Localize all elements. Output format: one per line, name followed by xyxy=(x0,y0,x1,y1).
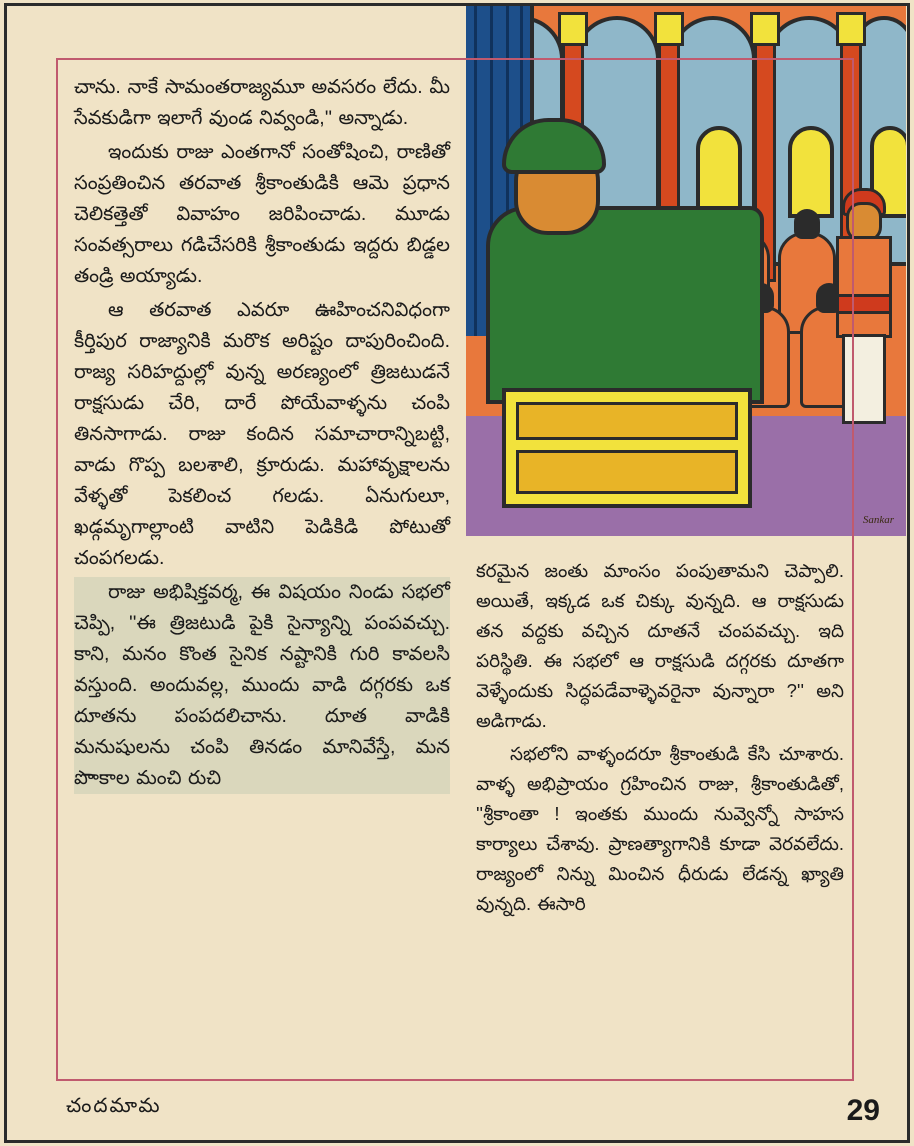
illustration-king-court xyxy=(466,6,906,536)
text-column-left xyxy=(66,68,458,1071)
paragraph: సభలోని వాళ్ళందరూ శ్రీకాంతుడి కేసి చూశారు. వాళ్ళ అభిప్రాయం గ్రహించిన రాజు, శ్రీకాంతుడితో, ''శ్రీకాంతా ! ఇంతకు ముందు నువ్వెన్నో సాహస కార్యాలు చేశావు. ప్రాణత్యాగానికి కూడా వెరవలేదు. రాజ్యంలో నిన్ను మించిన ధీరుడు లేడన్న ఖ్యాతి వున్నది. ఈసారి xyxy=(476,743,844,914)
magazine-name-footer: చందమామ xyxy=(66,1095,162,1117)
guard-figure xyxy=(834,202,888,432)
king-figure xyxy=(486,206,764,404)
artist-signature: Sankar xyxy=(862,514,894,526)
window-icon xyxy=(788,126,834,218)
paragraph: ఇందుకు రాజు ఎంతగానో సంతోషించి, రాణితో సంప్రతించిన తరవాత శ్రీకాంతుడికి ఆమె ప్రధాన చెలికత్తెతో వివాహం జరిపించాడు. మూడు సంవత్సరాలు గడిచేసరికి శ్రీకాంతుడు ఇద్దరు బిడ్డల తండ్రి అయ్యాడు. xyxy=(74,141,450,287)
paragraph: రాజు అభిషిక్తవర్మ, ఈ విషయం నిండు సభలో చెప్పి, ''ఈ త్రిజటుడి పైకి సైన్యాన్ని పంపవచ్చు. కాని, మనం కొంత సైనిక నష్టానికి గురి కావలసి వస్తుంది. అందువల్ల, ముందు వాడి దగ్గరకు ఒక దూతను పంపదలిచాను. దూత వాడికి మనుషులను చంపి తినడం మానివేస్తే, మన పొాకాల మంచి రుచి xyxy=(74,577,450,794)
page-number: 29 xyxy=(846,1094,880,1127)
paragraph: ఆ తరవాత ఎవరూ ఊహించనివిధంగా కీర్తిపుర రాజ్యానికి మరొక అరిష్టం దాపురించింది. రాజ్య సరిహద్దుల్లో వున్న అరణ్యంలో త్రిజటుడనే రాక్షసుడు చేరి, దారే పోయేవాళ్ళను చంపి తినసాగాడు. రాజు కందిన సమాచారాన్నిబట్టి, వాడు గొప్ప బలశాలి, క్రూరుడు. మహావృక్షాలను వేళ్ళతో పెకలించ గలడు. ఏనుగులూ, ఖడ్గమృగాల్లాంటి వాటిని పెడికిడి పోటుతో చంపగలడు. xyxy=(74,299,450,569)
pillar-capital-icon xyxy=(836,12,866,46)
pillar-capital-icon xyxy=(750,12,780,46)
paragraph: చాను. నాకే సామంతరాజ్యమూ అవసరం లేదు. మీ సేవకుడిగా ఇలాగే వుండ నివ్వండి,'' అన్నాడు. xyxy=(74,76,450,129)
paragraph: కరమైన జంతు మాంసం పంపుతామని చెప్పాలి. అయితే, ఇక్కడ ఒక చిక్కు వున్నది. ఆ రాక్షసుడు తన వద్దకు వచ్చిన దూతనే చంపవచ్చు. ఇది పరిస్థితి. ఈ సభలో ఆ రాక్షసుడి దగ్గరకు దూతగా వెళ్ళేందుకు సిద్ధపడేవాళ్ళెవరైనా వున్నారా ?'' అని అడిగాడు. xyxy=(476,560,844,731)
pillar-capital-icon xyxy=(558,12,588,46)
text-column-right xyxy=(468,552,852,1071)
pillar-capital-icon xyxy=(654,12,684,46)
throne-base xyxy=(502,388,752,508)
window-icon xyxy=(696,126,742,218)
